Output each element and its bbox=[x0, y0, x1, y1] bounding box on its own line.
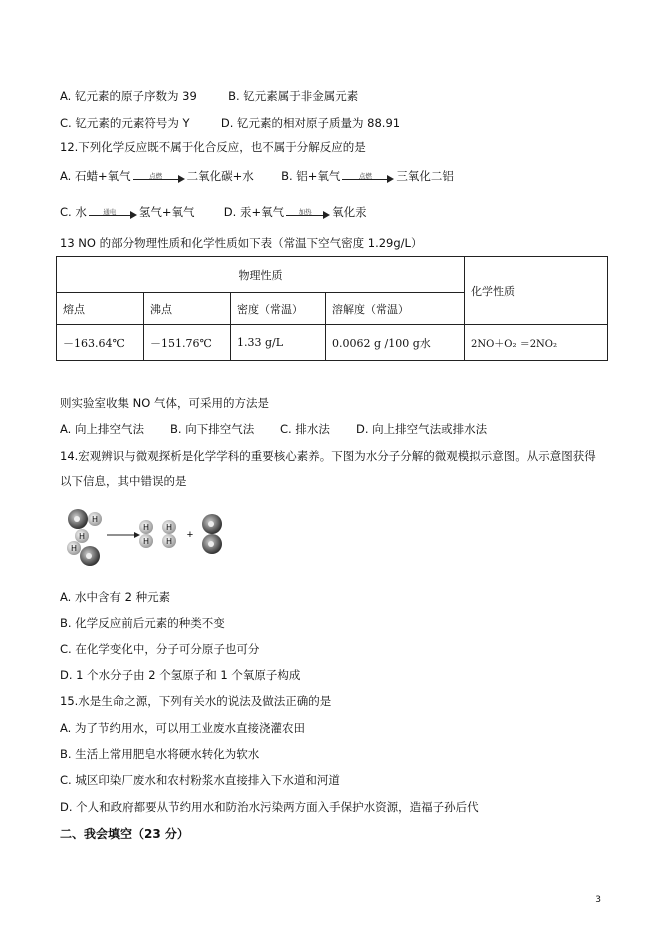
hydrogen-molecule-2 bbox=[162, 520, 176, 548]
q15-option-b: B. 生活上常用肥皂水将硬水转化为软水 bbox=[60, 747, 260, 761]
q12-stem: 12.下列化学反应既不属于化合反应，也不属于分解反应的是 bbox=[60, 140, 366, 154]
q12-b-products: 三氧化二铝 bbox=[396, 169, 454, 183]
table-col-density: 密度（常温） bbox=[231, 293, 326, 325]
q14-option-b: B. 化学反应前后元素的种类不变 bbox=[60, 616, 225, 630]
atom-label: H bbox=[166, 523, 172, 532]
q14-stem-line1: 14.宏观辨识与微观探析是化学学科的重要核心素养。下图为水分子分解的微观模拟示意图。从示意图获得 bbox=[60, 449, 596, 463]
atom-label: H bbox=[71, 544, 77, 553]
table-header-physical: 物理性质 bbox=[57, 257, 465, 293]
hydrogen-molecule-1 bbox=[139, 520, 153, 548]
q13-option-c: C. 排水法 bbox=[280, 422, 330, 436]
water-molecule-1 bbox=[68, 509, 102, 543]
atom-label: H bbox=[143, 523, 149, 532]
arrow-icon bbox=[107, 532, 140, 538]
reaction-arrow-icon bbox=[89, 206, 137, 220]
table-header-chemical: 化学性质 bbox=[465, 257, 608, 325]
atom-label: H bbox=[166, 537, 172, 546]
q12-c-products: 氢气+氧气 bbox=[138, 205, 195, 219]
water-molecule-2 bbox=[67, 541, 100, 566]
q15-option-a: A. 为了节约用水，可以用工业废水直接浇灌农田 bbox=[60, 721, 305, 735]
q12-c-reactants: C. 水 bbox=[60, 205, 87, 219]
table-col-boiling: 沸点 bbox=[144, 293, 231, 325]
q12-option-c bbox=[60, 205, 198, 219]
plus-sign: + bbox=[186, 529, 194, 541]
q11-option-c: C. 钇元素的元素符号为 Y bbox=[60, 116, 190, 130]
reaction-arrow-icon bbox=[286, 206, 330, 220]
q11-options-row1 bbox=[60, 88, 358, 104]
table-col-melting: 熔点 bbox=[57, 293, 144, 325]
q12-options-row1 bbox=[60, 168, 454, 184]
no-properties-table bbox=[56, 256, 608, 361]
q12-a-condition: 点燃 bbox=[149, 171, 163, 180]
q12-c-condition: 通电 bbox=[103, 207, 117, 216]
q12-d-condition: 加热 bbox=[298, 207, 312, 216]
q12-b-condition: 点燃 bbox=[358, 171, 372, 180]
page-number: 3 bbox=[595, 895, 601, 905]
reaction-arrow-icon bbox=[133, 170, 185, 184]
q12-option-d bbox=[224, 205, 367, 219]
q13-stem: 13 NO 的部分物理性质和化学性质如下表（常温下空气密度 1.29g/L） bbox=[60, 236, 423, 250]
atom-label: H bbox=[143, 537, 149, 546]
q15-option-d: D. 个人和政府都要从节约用水和防治水污染两方面入手保护水资源，造福子孙后代 bbox=[60, 800, 479, 814]
q13-question: 则实验室收集 NO 气体，可采用的方法是 bbox=[60, 396, 269, 410]
q11-option-a: A. 钇元素的原子序数为 39 bbox=[60, 89, 197, 103]
q12-option-b bbox=[281, 169, 454, 183]
q14-option-d: D. 1 个水分子由 2 个氢原子和 1 个氧原子构成 bbox=[60, 668, 301, 682]
q12-option-a bbox=[60, 169, 257, 183]
q12-a-products: 二氧化碳+水 bbox=[186, 169, 254, 183]
q13-option-d: D. 向上排空气法或排水法 bbox=[356, 422, 488, 436]
q12-b-reactants: B. 铝+氧气 bbox=[281, 169, 341, 183]
oxygen-molecule bbox=[202, 514, 222, 554]
table-col-solubility: 溶解度（常温） bbox=[326, 293, 465, 325]
atom-label: H bbox=[79, 532, 85, 541]
q11-option-d: D. 钇元素的相对原子质量为 88.91 bbox=[220, 116, 401, 130]
water-decomposition-diagram bbox=[60, 506, 230, 568]
q12-d-reactants: D. 汞+氧气 bbox=[223, 205, 285, 219]
q13-option-a: A. 向上排空气法 bbox=[60, 422, 144, 436]
q11-options-row2 bbox=[60, 115, 400, 131]
atom-label: H bbox=[92, 515, 98, 524]
q15-option-c: C. 城区印染厂废水和农村粉浆水直接排入下水道和河道 bbox=[60, 773, 340, 787]
table-value-solubility: 0.0062 g /100 g水 bbox=[326, 325, 465, 361]
q15-stem: 15.水是生命之源，下列有关水的说法及做法正确的是 bbox=[60, 694, 332, 708]
q11-option-b: B. 钇元素属于非金属元素 bbox=[228, 89, 359, 103]
reaction-arrow-icon bbox=[342, 170, 394, 184]
table-value-boiling: －151.76℃ bbox=[144, 325, 231, 361]
q14-option-c: C. 在化学变化中，分子可分原子也可分 bbox=[60, 642, 260, 656]
section-heading: 二、我会填空（23 分） bbox=[60, 827, 189, 841]
q13-option-b: B. 向下排空气法 bbox=[170, 422, 255, 436]
table-value-reaction: 2NO＋O₂ ＝2NO₂ bbox=[465, 325, 608, 361]
table-value-melting: －163.64℃ bbox=[57, 325, 144, 361]
q12-a-reactants: A. 石蜡+氧气 bbox=[60, 169, 131, 183]
q14-stem-line2: 以下信息，其中错误的是 bbox=[60, 474, 187, 488]
q14-option-a: A. 水中含有 2 种元素 bbox=[60, 590, 171, 604]
table-value-density: 1.33 g/L bbox=[231, 325, 326, 361]
q12-options-row2 bbox=[60, 204, 367, 220]
q12-d-products: 氧化汞 bbox=[332, 205, 367, 219]
